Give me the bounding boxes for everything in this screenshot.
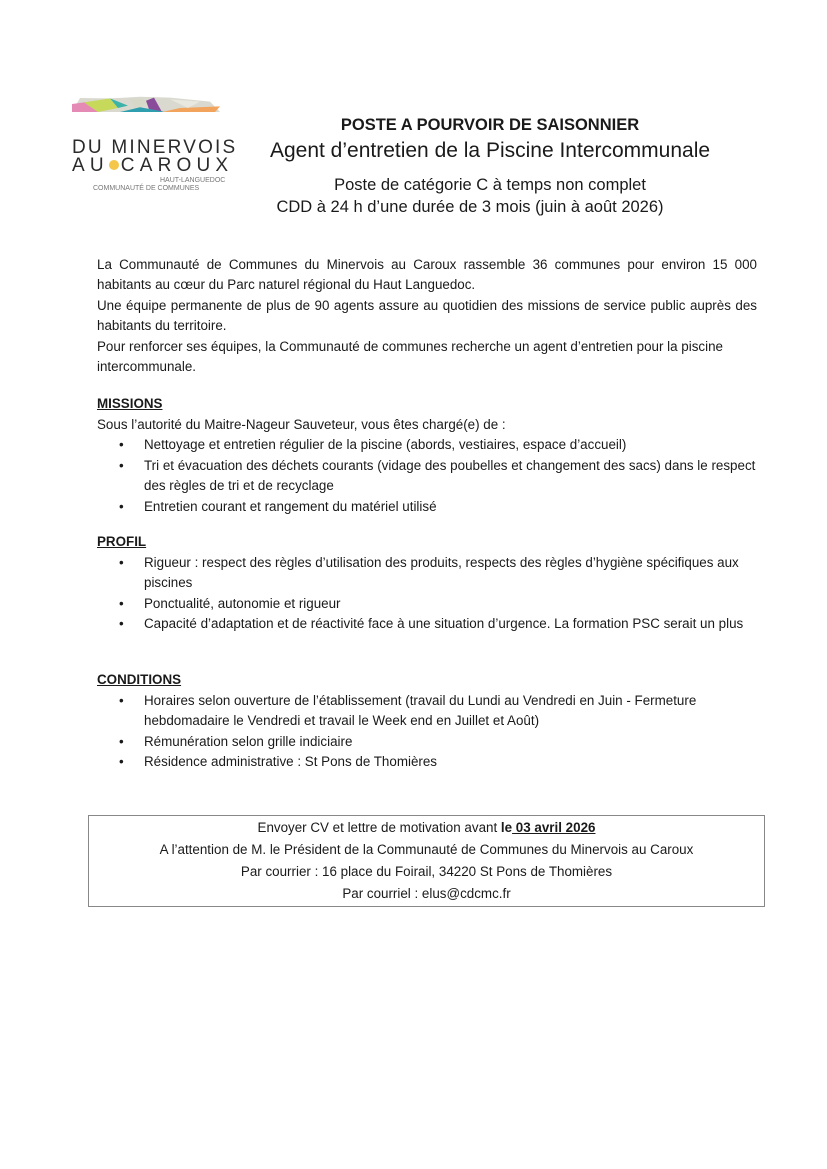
logo-subtitle-1: HAUT-LANGUEDOC xyxy=(160,177,226,184)
list-item: • Rémunération selon grille indiciaire xyxy=(97,732,777,753)
page-title: POSTE A POURVOIR DE SAISONNIER xyxy=(340,116,640,134)
logo-dot-icon xyxy=(109,160,119,170)
list-item: • Capacité d’adaptation et de réactivité face à une situation d’urgence. La formation PSC serait un plus xyxy=(97,614,777,635)
intro-paragraph: Une équipe permanente de plus de 90 agents assure au quotidien des missions de service public auprès des habitants du territoire. xyxy=(97,297,757,334)
missions-section xyxy=(97,394,777,518)
intro-paragraph: La Communauté de Communes du Minervois au Caroux rassemble 36 communes pour environ 15 000 habitants au cœur du Parc naturel régional du Haut Languedoc. xyxy=(97,257,757,293)
list-item: • Nettoyage et entretien régulier de la piscine (abords, vestiaires, espace d’accueil) xyxy=(97,435,777,456)
missions-lead: Sous l’autorité du Maitre-Nageur Sauveteur, vous êtes chargé(e) de : xyxy=(97,416,506,432)
application-recipient: A l’attention de M. le Président de la Communauté de Communes du Minervois au Caroux xyxy=(159,842,694,857)
job-contract: CDD à 24 h d’une durée de 3 mois (juin à août 2026) xyxy=(276,198,664,216)
application-box xyxy=(88,815,765,907)
list-item: • Ponctualité, autonomie et rigueur xyxy=(97,594,777,615)
list-item: • Résidence administrative : St Pons de Thomières xyxy=(97,752,777,773)
profil-heading: PROFIL xyxy=(97,534,147,549)
intro-text xyxy=(97,255,757,377)
list-item: • Entretien courant et rangement du matériel utilisé xyxy=(97,497,777,518)
list-item: • Horaires selon ouverture de l’établissement (travail du Lundi au Vendredi en Juin - Fermeture hebdomadaire le Vendredi et travail le Week end en Juillet et Août) xyxy=(97,691,777,732)
logo-subtitle-2: COMMUNAUTÉ DE COMMUNES xyxy=(93,185,200,192)
missions-heading: MISSIONS xyxy=(97,396,163,411)
application-deadline: Envoyer CV et lettre de motivation avant le 03 avril 2026 xyxy=(257,820,596,835)
logo-text-line1: DU MINERVOIS xyxy=(72,137,238,158)
job-category: Poste de catégorie C à temps non complet xyxy=(334,176,646,194)
job-title: Agent d’entretien de la Piscine Intercommunale xyxy=(269,139,711,162)
intro-paragraph: Pour renforcer ses équipes, la Communauté de communes recherche un agent d’entretien pour la piscine intercommunale. xyxy=(97,338,723,375)
logo-text-line2: AU CAROUX xyxy=(72,155,234,176)
application-postal: Par courrier : 16 place du Foirail, 34220 St Pons de Thomières xyxy=(240,864,613,879)
list-item: • Tri et évacuation des déchets courants (vidage des poubelles et changement des sacs) dans le respect des règles de tri et de recyclage xyxy=(97,456,777,497)
deadline-date: 03 avril 2026 xyxy=(512,820,596,835)
application-email: Par courriel : elus@cdcmc.fr xyxy=(342,886,511,901)
logo-mountains-graphic xyxy=(70,96,240,136)
conditions-heading: CONDITIONS xyxy=(97,672,182,687)
conditions-section xyxy=(97,670,777,773)
profil-section xyxy=(97,532,777,635)
list-item: • Rigueur : respect des règles d’utilisation des produits, respects des règles d’hygiène spécifiques aux piscines xyxy=(97,553,777,594)
